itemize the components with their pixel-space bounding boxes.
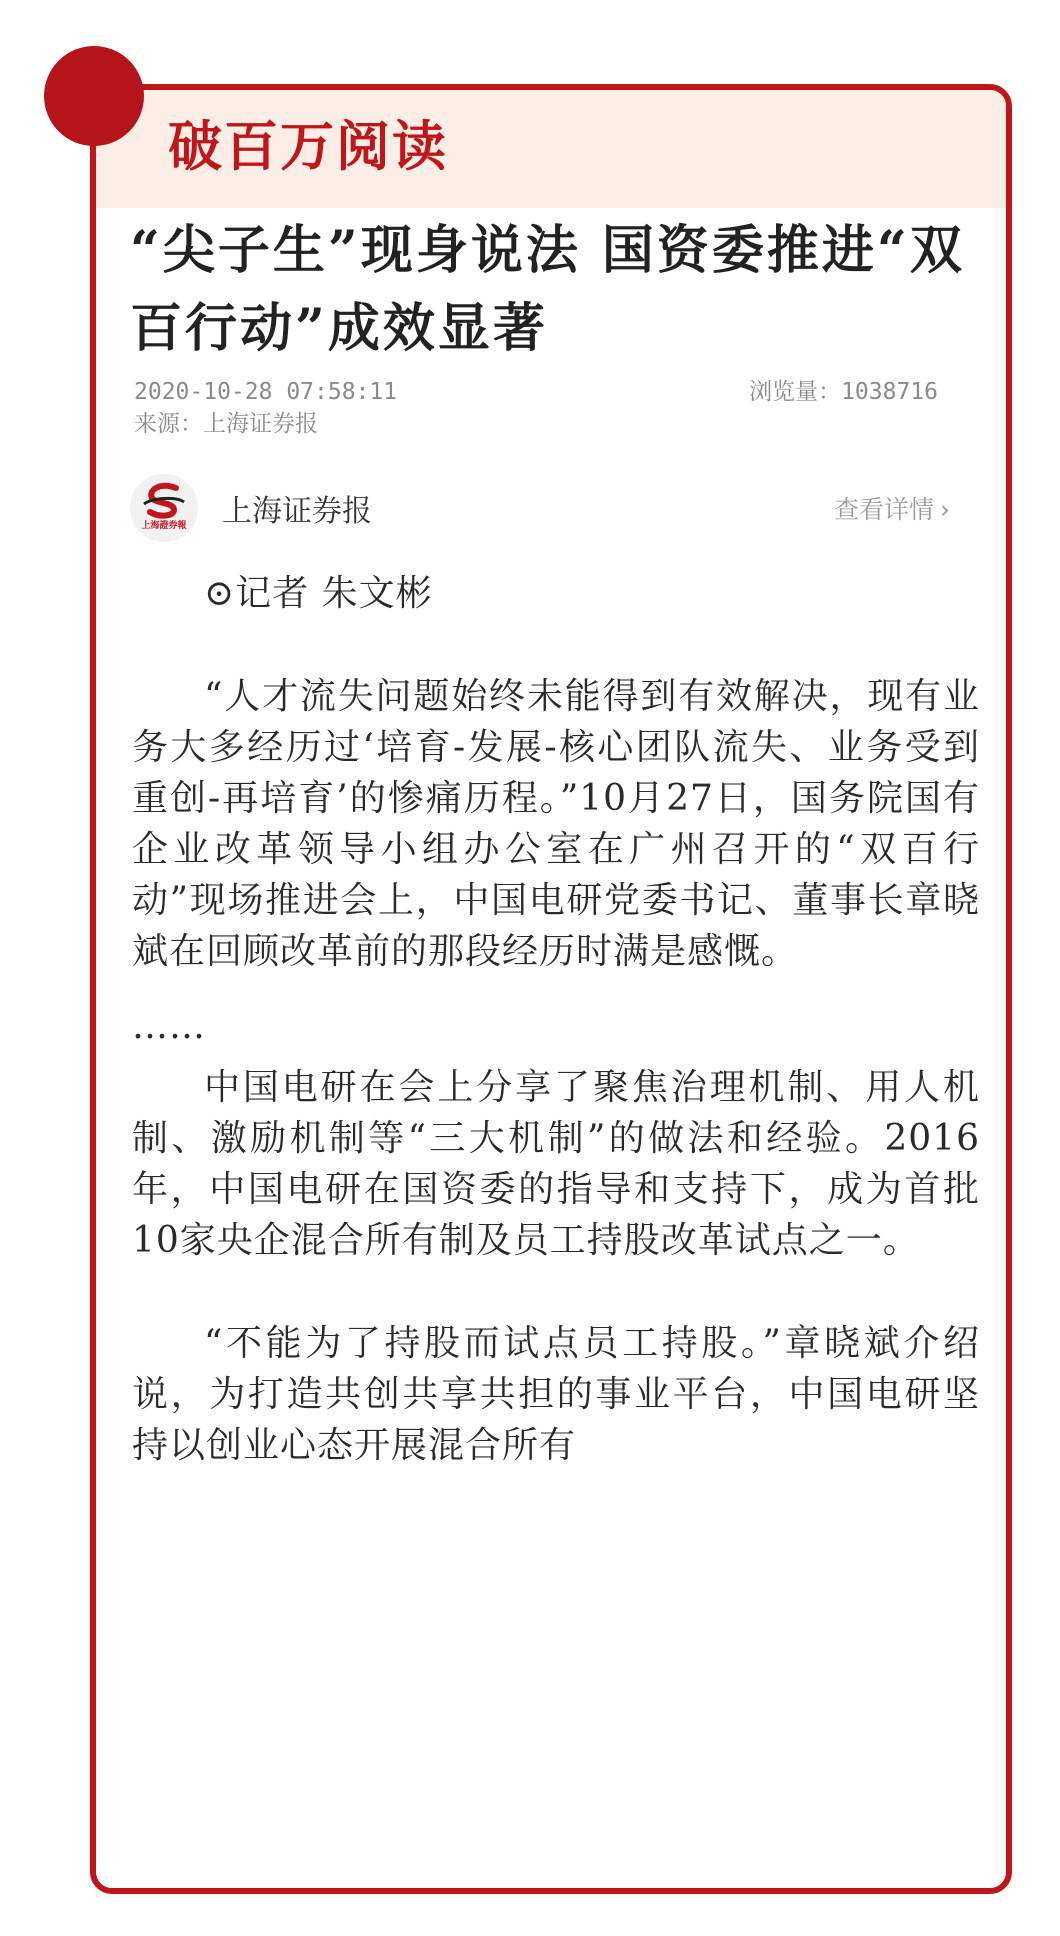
paragraph: 中国电研在会上分享了聚焦治理机制、用人机制、激励机制等“三大机制”的做法和经验。2016年，中国电研在国资委的指导和支持下，成为首批10家央企混合所有制及员工持股改革试点之一。 (132, 1067, 980, 1261)
article-card (90, 84, 1012, 1894)
paragraph: “人才流失问题始终未能得到有效解决，现有业务大多经历过‘培育-发展-核心团队流失、业务受到重创-再培育’的惨痛历程。”10月27日，国务院国有企业改革领导小组办公室在广州召开的“双百行动”现场推进会上，中国电研党委书记、董事长章晓斌在回顾改革前的那段经历时满是感慨。 (132, 676, 980, 972)
paragraph: “不能为了持股而试点员工持股。”章晓斌介绍说，为打造共创共享共担的事业平台，中国电研坚持以创业心态开展混合所有 (132, 1323, 980, 1466)
view-details-label: 查看详情 (833, 495, 934, 524)
article-headline: “尖子生”现身说法 国资委推进“双百行动”成效显著 (130, 220, 965, 359)
banner-title: 破百万阅读 (168, 115, 448, 178)
publisher-logo-text: 上海證券報 (141, 521, 187, 531)
publish-datetime: 2020-10-28 07:58:11 (134, 379, 398, 405)
article-source: 来源：上海证券报 (134, 411, 318, 437)
banner (96, 90, 1006, 208)
byline: ⊙记者 朱文彬 (204, 573, 433, 614)
decorative-dot (44, 46, 144, 146)
publisher-name[interactable]: 上海证券报 (222, 494, 372, 529)
chevron-right-icon: › (940, 495, 950, 524)
view-details-link[interactable] (834, 490, 950, 526)
view-count: 浏览量：1038716 (749, 379, 938, 405)
publisher-logo[interactable] (130, 474, 198, 542)
publisher-row[interactable] (130, 474, 980, 546)
publisher-logo-icon (130, 474, 198, 542)
article-body (132, 568, 980, 1471)
ellipsis: …… (132, 1006, 206, 1047)
